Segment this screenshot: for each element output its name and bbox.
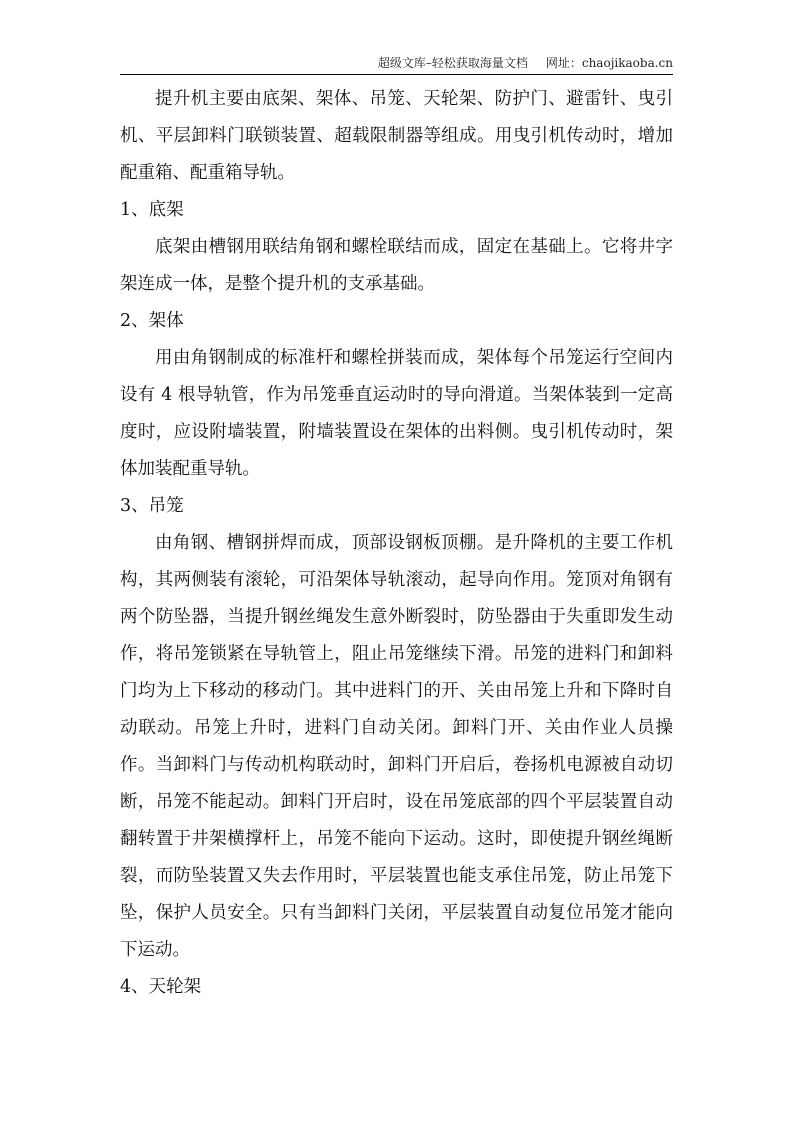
section-heading-frame-body: 2、架体 [120, 311, 184, 331]
section-body-base-frame: 底架由槽钢用联结角钢和螺栓联结而成，固定在基础上。它将井字架连成一体，是整个提升机的支承基础。 [120, 237, 673, 294]
section-body-frame-body: 用由角钢制成的标准杆和螺栓拼装而成，架体每个吊笼运行空间内设有 4 根导轨管，作为吊笼垂直运动时的导向滑道。当架体装到一定高度时，应设附墙装置，附墙装置设在架体的出料侧。曳引机传动时，架体加装配重导轨。 [120, 348, 673, 479]
section-heading-cage: 3、吊笼 [120, 496, 184, 516]
page-header [120, 55, 673, 75]
section-body-cage: 由角钢、槽钢拼焊而成，顶部设钢板顶棚。是升降机的主要工作机构，其两侧装有滚轮，可沿架体导轨滚动，起导向作用。笼顶对角钢有两个防坠器，当提升钢丝绳发生意外断裂时，防坠器由于失重即发生动作，将吊笼锁紧在导轨管上，阻止吊笼继续下滑。吊笼的进料门和卸料门均为上下移动的移动门。其中进料门的开、关由吊笼上升和下降时自动联动。吊笼上升时，进料门自动关闭。卸料门开、关由作业人员操作。当卸料门与传动机构联动时，卸料门开启后，卷扬机电源被自动切断，吊笼不能起动。卸料门开启时，设在吊笼底部的四个平层装置自动翻转置于井架横撑杆上，吊笼不能向下运动。这时，即使提升钢丝绳断裂，而防坠装置又失去作用时，平层装置也能支承住吊笼，防止吊笼下坠，保护人员安全。只有当卸料门关闭，平层装置自动复位吊笼才能向下运动。 [120, 533, 673, 960]
intro-paragraph: 提升机主要由底架、架体、吊笼、天轮架、防护门、避雷针、曳引机、平层卸料门联锁装置、超载限制器等组成。用曳引机传动时，增加配重箱、配重箱导轨。 [120, 89, 673, 183]
section-heading-sheave-frame: 4、天轮架 [120, 977, 202, 997]
section-heading-base-frame: 1、底架 [120, 200, 184, 220]
document-body [120, 81, 673, 1006]
header-url: 网址：chaojikaoba.cn [545, 56, 673, 70]
header-site-name: 超级文库–轻松获取海量文档 [377, 56, 528, 70]
